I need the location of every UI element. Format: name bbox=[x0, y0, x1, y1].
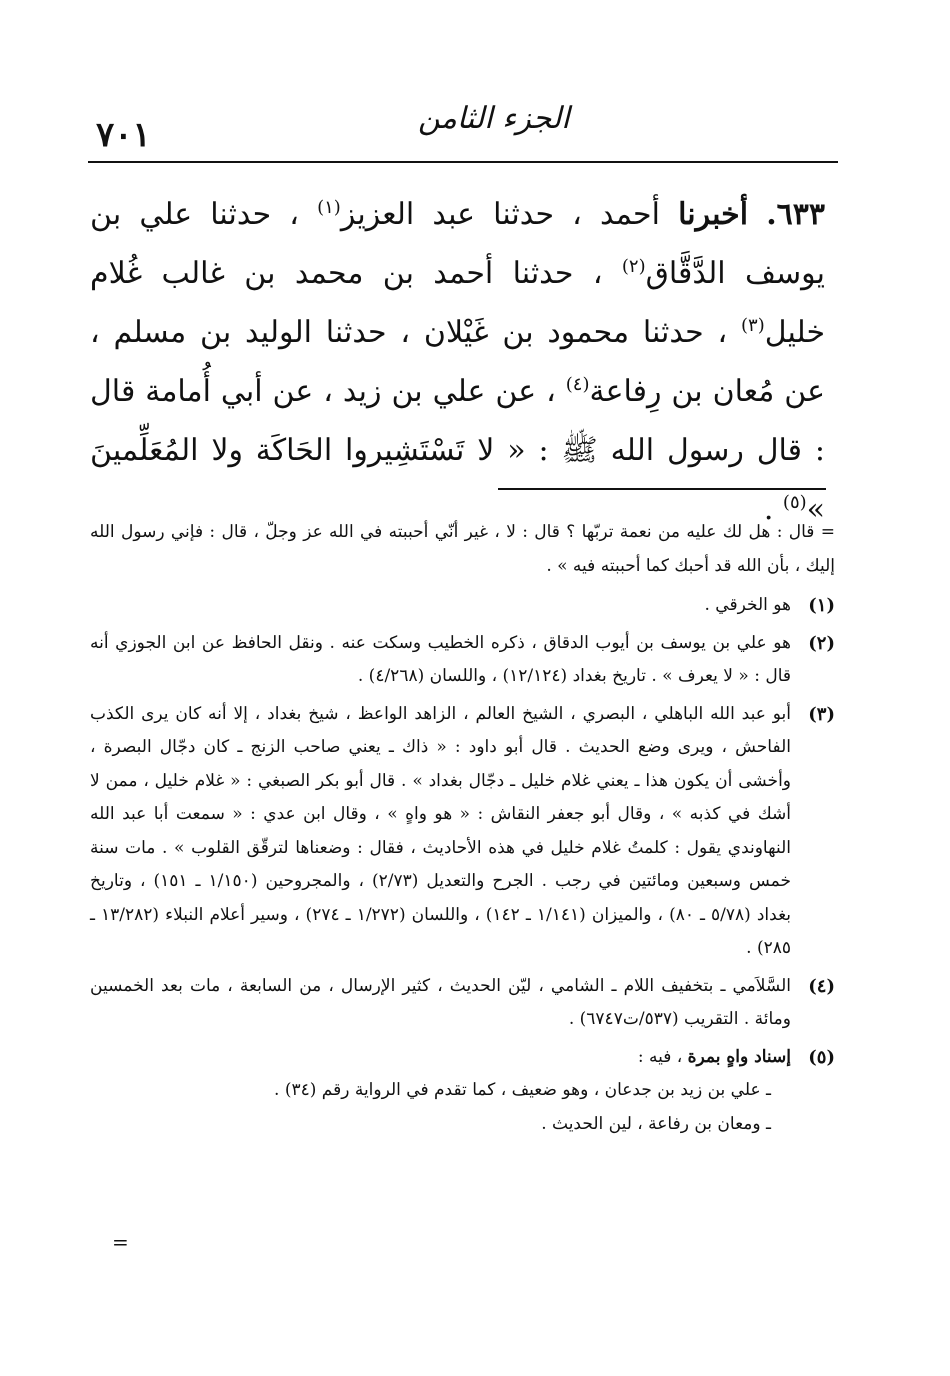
hadith-segment: أحمد ، حدثنا عبد العزيز bbox=[340, 197, 679, 232]
footnote-verdict: إسناد واهٍ بمرة bbox=[687, 1046, 791, 1067]
footnote-ref-1[interactable]: (١) bbox=[317, 197, 341, 218]
hadith-segment: ، حدثنا أحمد بن محمد بن غالب غُلام خليل bbox=[90, 256, 825, 350]
footnote-2 bbox=[90, 627, 835, 694]
header-rule bbox=[88, 161, 838, 163]
footnote-bullet-item: ـ ومعان بن رفاعة ، لين الحديث . bbox=[541, 1113, 771, 1134]
footnote-text: هو الخرقي . bbox=[704, 595, 791, 615]
footnote-ref-5[interactable]: (٥) bbox=[782, 492, 807, 513]
hadith-opening: أخبرنا bbox=[678, 197, 749, 232]
page-number: ٧٠١ bbox=[96, 115, 151, 155]
footnote-text: أبو عبد الله الباهلي ، البصري ، الشيخ العالم ، الزاهد الواعظ ، شيخ بغداد ، إلا أنه كان يرى الكذب الفاحش ، ويرى وضع الحديث . قال أبو داود : « ذاك ـ يعني صاحب الزنج ـ كان دجّال البصرة ، وأخشى أن يكون هذا ـ يعني غلام خليل ـ دجّال بغداد » . قال أبو بكر الصبغي : « غلام خليل ، ممن لا أشك في كذبه » ، وقال أبو جعفر النقاش : « هو واهٍ » ، وقال ابن عدي : « سمعت أبا عبد الله النهاوندي يقول : كلمتُ غلام خليل في هذه الأحاديث ، فقال : وضعناها لترقّق القلوب » . مات سنة خمس وسبعين ومائتين في رجب . الجرح والتعديل (٢/٧٣) ، والمجروحين (١/١٥٠ ـ ١٥١) ، وتاريخ بغداد (٥/٧٨ ـ ٨٠) ، والميزان (١/١٤١ ـ ١٤٢) ، واللسان (١/٢٧٢ ـ ٢٧٤) ، وسير أعلام النبلاء (١٣/٢٨٢ ـ ٢٨٥) . bbox=[90, 703, 791, 958]
footnote-label: (١) bbox=[808, 595, 835, 616]
footnote-separator bbox=[498, 488, 826, 490]
part-title: الجزء الثامن bbox=[418, 101, 570, 136]
footnote-label: (٣) bbox=[808, 703, 835, 725]
hadith-segment: ، عن علي بن زيد ، عن أبي أُمامة قال : قال رسول الله ﷺ : « لا تَسْتَشِيروا الحَاكَة ولا المُعَلِّمينَ » bbox=[90, 374, 825, 527]
footnotes-section bbox=[90, 516, 835, 1145]
footnote-ref-3[interactable]: (٣) bbox=[741, 315, 765, 336]
footnote-carryover: = قال : هل لك عليه من نعمة تربّها ؟ قال : لا ، غير أنّي أحببته في الله عز وجلّ ، قال : فإني رسول الله إليك ، بأن الله قد أحبك كما أحببته فيه » . bbox=[90, 522, 835, 576]
hadith-segment: ، حدثنا علي بن يوسف الدَّقَّاق bbox=[90, 197, 825, 291]
footnote-1 bbox=[90, 589, 835, 623]
hadith-paragraph bbox=[90, 185, 825, 539]
footnote-label: (٤) bbox=[808, 975, 835, 997]
footnote-5 bbox=[90, 1041, 835, 1142]
footnote-3 bbox=[90, 698, 835, 966]
footnote-text: هو علي بن يوسف بن أيوب الدقاق ، ذكره الخطيب وسكت عنه . ونقل الحافظ عن ابن الجوزي أنه قال : « لا يعرف » . تاريخ بغداد (١٢/١٢٤) ، واللسان (٤/٢٦٨) . bbox=[90, 632, 791, 686]
footnote-ref-2[interactable]: (٢) bbox=[621, 256, 646, 277]
hadith-text bbox=[90, 185, 825, 539]
footnote-text: ، فيه : bbox=[637, 1046, 688, 1067]
footnote-text: السَّلاَمي ـ بتخفيف اللام ـ الشامي ، ليّن الحديث ، كثير الإرسال ، من السابعة ، مات بعد الخمسين ومائة . التقريب (٥٣٧/ت٦٧٤٧) . bbox=[90, 975, 791, 1029]
footnote-label: (٢) bbox=[808, 632, 835, 654]
footnote-4 bbox=[90, 970, 835, 1037]
page-header bbox=[88, 95, 838, 165]
hadith-segment: . bbox=[763, 492, 783, 527]
hadith-segment: ، حدثنا محمود بن غَيْلان ، حدثنا الوليد بن مسلم ، عن مُعان بن رِفاعة bbox=[90, 315, 825, 409]
hadith-number: ٦٣٣. bbox=[766, 197, 825, 232]
continuation-mark: = bbox=[112, 1230, 129, 1254]
footnote-ref-4[interactable]: (٤) bbox=[565, 374, 590, 395]
footnote-label: (٥) bbox=[808, 1046, 835, 1068]
footnote-bullet-item: ـ علي بن زيد بن جدعان ، وهو ضعيف ، كما تقدم في الرواية رقم (٣٤) . bbox=[274, 1080, 771, 1100]
